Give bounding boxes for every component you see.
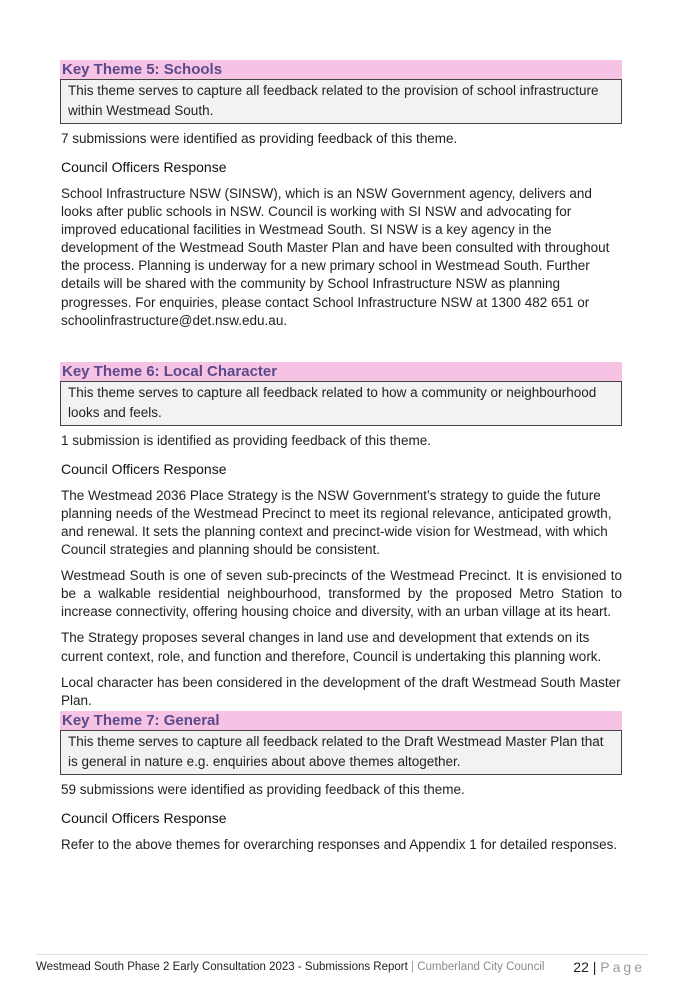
document-page: [60, 60, 622, 862]
page-label: Page: [600, 959, 645, 975]
page-separator: |: [592, 959, 597, 975]
theme-description-box: This theme serves to capture all feedback related to the provision of school infrastructure within Westmead South.: [60, 79, 622, 124]
page-number: 22: [573, 959, 589, 975]
response-paragraph: School Infrastructure NSW (SINSW), which is an NSW Government agency, delivers and looks after public schools in NSW. Council is working with SI NSW and advocating for improved educational facilities in Westmead South. SI NSW is a key agency in the development of the Westmead South Master Plan and have been consulted with throughout the process. Planning is underway for a new primary school in Westmead South. Further details will be shared with the community by School Infrastructure NSW as planning progresses. For enquiries, please contact School Infrastructure NSW at 1300 482 651 or schoolinfrastructure@det.nsw.edu.au.: [61, 186, 610, 328]
theme-section-local-character: [60, 362, 622, 710]
theme-description-box: This theme serves to capture all feedback related to the Draft Westmead Master Plan that is general in nature e.g. enquiries about above themes altogether.: [60, 730, 622, 775]
theme-heading: Key Theme 7: General: [60, 711, 622, 730]
page-footer: [36, 954, 647, 981]
response-heading: Council Officers Response: [61, 809, 227, 826]
footer-council-name: Cumberland City Council: [417, 961, 545, 973]
section-spacer: [60, 338, 622, 362]
theme-section-general: [60, 711, 622, 854]
response-paragraph: The Westmead 2036 Place Strategy is the NSW Government’s strategy to guide the future planning needs of the Westmead Precinct to meet its regional relevance, anticipated growth, and renewal. It sets the planning context and precinct-wide vision for Westmead, with which Council strategies and planning should be consistent.: [61, 487, 612, 558]
page-number-block: [573, 955, 645, 979]
theme-section-schools: [60, 60, 622, 330]
response-paragraph: The Strategy proposes several changes in land use and development that extends on its current context, role, and function and therefore, Council is undertaking this planning work.: [61, 630, 602, 664]
response-heading: Council Officers Response: [61, 460, 227, 477]
theme-heading: Key Theme 6: Local Character: [60, 362, 622, 381]
response-paragraph: Local character has been considered in the development of the draft Westmead South Master Plan.: [61, 674, 621, 708]
response-paragraph: Refer to the above themes for overarching responses and Appendix 1 for detailed responses.: [61, 836, 618, 852]
footer-separator: |: [411, 961, 415, 973]
response-heading: Council Officers Response: [61, 159, 227, 175]
theme-description-box: This theme serves to capture all feedback related to how a community or neighbourhood looks and feels.: [60, 381, 622, 426]
response-paragraph: Westmead South is one of seven sub-precincts of the Westmead Precinct. It is envisioned to be a walkable residential neighbourhood, transformed by the proposed Metro Station to increase connectivity, offering housing choice and diversity, with an urban village at its heart.: [61, 568, 622, 620]
submission-count: 1 submission is identified as providing feedback of this theme.: [61, 432, 431, 448]
footer-report-title: Westmead South Phase 2 Early Consultation 2023 - Submissions Report: [36, 961, 408, 973]
submission-count: 7 submissions were identified as providing feedback of this theme.: [61, 131, 458, 146]
submission-count: 59 submissions were identified as providing feedback of this theme.: [61, 781, 465, 797]
theme-heading: Key Theme 5: Schools: [60, 60, 622, 79]
